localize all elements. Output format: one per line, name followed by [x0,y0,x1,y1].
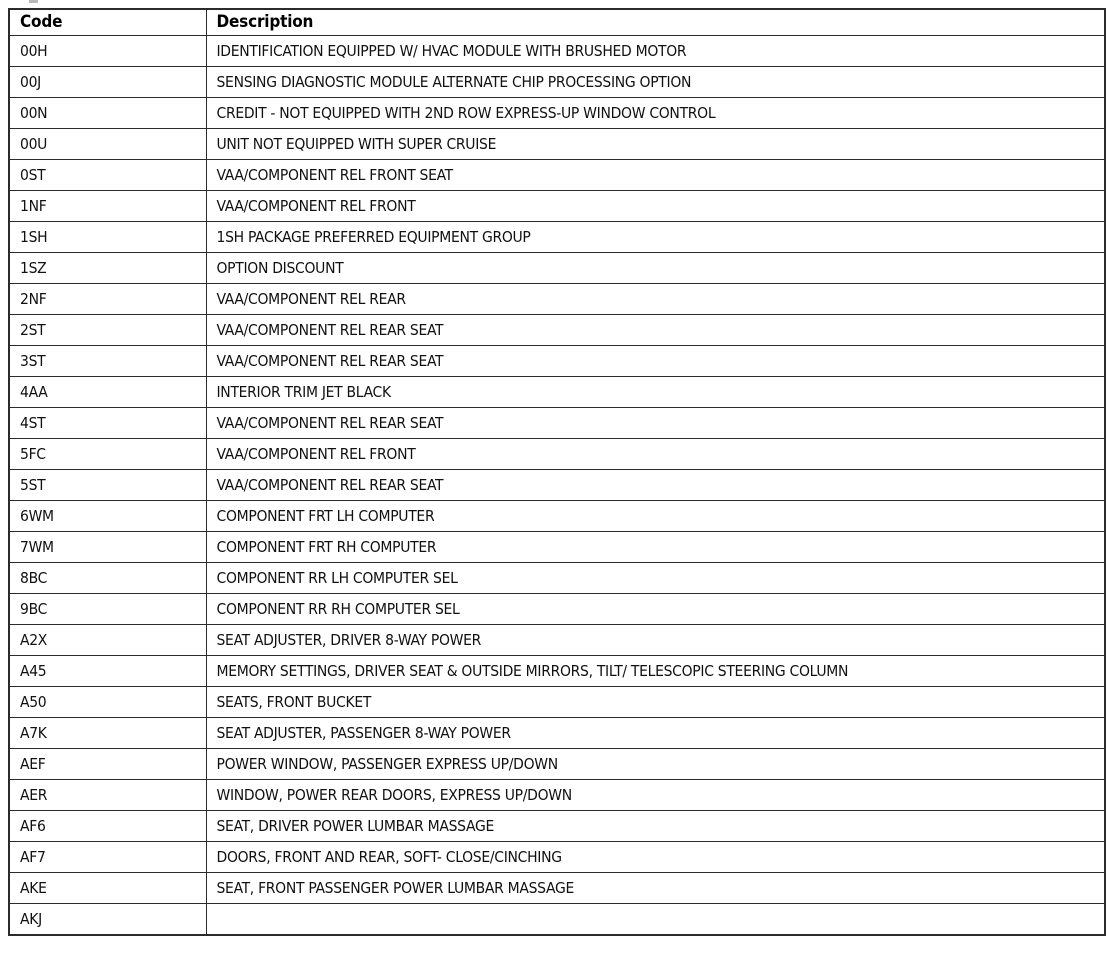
table-row [9,873,1105,904]
code-cell: 1NF [9,191,206,222]
code-cell: AKE [9,873,206,904]
code-cell: 5ST [9,470,206,501]
description-cell: IDENTIFICATION EQUIPPED W/ HVAC MODULE WITH BRUSHED MOTOR [206,36,1105,67]
table-row [9,811,1105,842]
description-cell: OPTION DISCOUNT [206,253,1105,284]
description-cell: SEAT, DRIVER POWER LUMBAR MASSAGE [206,811,1105,842]
description-cell: COMPONENT FRT LH COMPUTER [206,501,1105,532]
code-cell: 2NF [9,284,206,315]
description-cell: VAA/COMPONENT REL FRONT [206,191,1105,222]
description-cell: INTERIOR TRIM JET BLACK [206,377,1105,408]
description-cell: SEAT ADJUSTER, PASSENGER 8-WAY POWER [206,718,1105,749]
description-cell: VAA/COMPONENT REL FRONT [206,439,1105,470]
table-row [9,904,1105,936]
table-row [9,501,1105,532]
code-cell: A45 [9,656,206,687]
code-cell: 1SZ [9,253,206,284]
code-cell: 9BC [9,594,206,625]
table-row [9,129,1105,160]
description-cell: SEAT, FRONT PASSENGER POWER LUMBAR MASSAGE [206,873,1105,904]
code-cell: AF6 [9,811,206,842]
code-cell: 4ST [9,408,206,439]
table-row [9,656,1105,687]
description-cell: 1SH PACKAGE PREFERRED EQUIPMENT GROUP [206,222,1105,253]
code-cell: 2ST [9,315,206,346]
table-row [9,67,1105,98]
description-cell: SENSING DIAGNOSTIC MODULE ALTERNATE CHIP PROCESSING OPTION [206,67,1105,98]
code-cell: 00U [9,129,206,160]
description-cell: CREDIT - NOT EQUIPPED WITH 2ND ROW EXPRESS-UP WINDOW CONTROL [206,98,1105,129]
table-body [9,36,1105,936]
table-row [9,470,1105,501]
table-row [9,439,1105,470]
table-row [9,160,1105,191]
description-cell: SEATS, FRONT BUCKET [206,687,1105,718]
description-cell: VAA/COMPONENT REL REAR SEAT [206,346,1105,377]
table-row [9,284,1105,315]
code-cell: 4AA [9,377,206,408]
code-cell: A50 [9,687,206,718]
description-cell: COMPONENT RR RH COMPUTER SEL [206,594,1105,625]
code-cell: 00J [9,67,206,98]
code-cell: 00H [9,36,206,67]
description-cell [206,904,1105,936]
column-header-code: Code [9,9,206,36]
code-cell: AKJ [9,904,206,936]
table-row [9,36,1105,67]
description-cell: VAA/COMPONENT REL REAR SEAT [206,315,1105,346]
description-cell: VAA/COMPONENT REL REAR SEAT [206,470,1105,501]
description-cell: WINDOW, POWER REAR DOORS, EXPRESS UP/DOWN [206,780,1105,811]
description-cell: VAA/COMPONENT REL REAR SEAT [206,408,1105,439]
table-row [9,625,1105,656]
code-cell: 1SH [9,222,206,253]
table-row [9,842,1105,873]
description-cell: DOORS, FRONT AND REAR, SOFT- CLOSE/CINCHING [206,842,1105,873]
code-cell: 7WM [9,532,206,563]
table-header-row [9,9,1105,36]
table-row [9,408,1105,439]
description-cell: SEAT ADJUSTER, DRIVER 8-WAY POWER [206,625,1105,656]
description-cell: VAA/COMPONENT REL FRONT SEAT [206,160,1105,191]
table-row [9,346,1105,377]
code-cell: A7K [9,718,206,749]
code-cell: A2X [9,625,206,656]
code-cell: 0ST [9,160,206,191]
code-cell: 3ST [9,346,206,377]
code-cell: AF7 [9,842,206,873]
column-header-description: Description [206,9,1105,36]
code-cell: AER [9,780,206,811]
code-cell: 00N [9,98,206,129]
description-cell: COMPONENT FRT RH COMPUTER [206,532,1105,563]
description-cell: UNIT NOT EQUIPPED WITH SUPER CRUISE [206,129,1105,160]
table-row [9,315,1105,346]
description-cell: COMPONENT RR LH COMPUTER SEL [206,563,1105,594]
table-row [9,563,1105,594]
table-row [9,253,1105,284]
table-row [9,222,1105,253]
table-row [9,532,1105,563]
code-cell: 8BC [9,563,206,594]
description-cell: VAA/COMPONENT REL REAR [206,284,1105,315]
table-row [9,377,1105,408]
table-row [9,594,1105,625]
table-row [9,191,1105,222]
code-cell: AEF [9,749,206,780]
code-cell: 5FC [9,439,206,470]
cropped-content-artifact [29,0,38,3]
description-cell: POWER WINDOW, PASSENGER EXPRESS UP/DOWN [206,749,1105,780]
description-cell: MEMORY SETTINGS, DRIVER SEAT & OUTSIDE MIRRORS, TILT/ TELESCOPIC STEERING COLUMN [206,656,1105,687]
table-row [9,780,1105,811]
table-row [9,718,1105,749]
table-row [9,749,1105,780]
rpo-code-table [8,8,1106,936]
code-cell: 6WM [9,501,206,532]
table-row [9,687,1105,718]
table-row [9,98,1105,129]
